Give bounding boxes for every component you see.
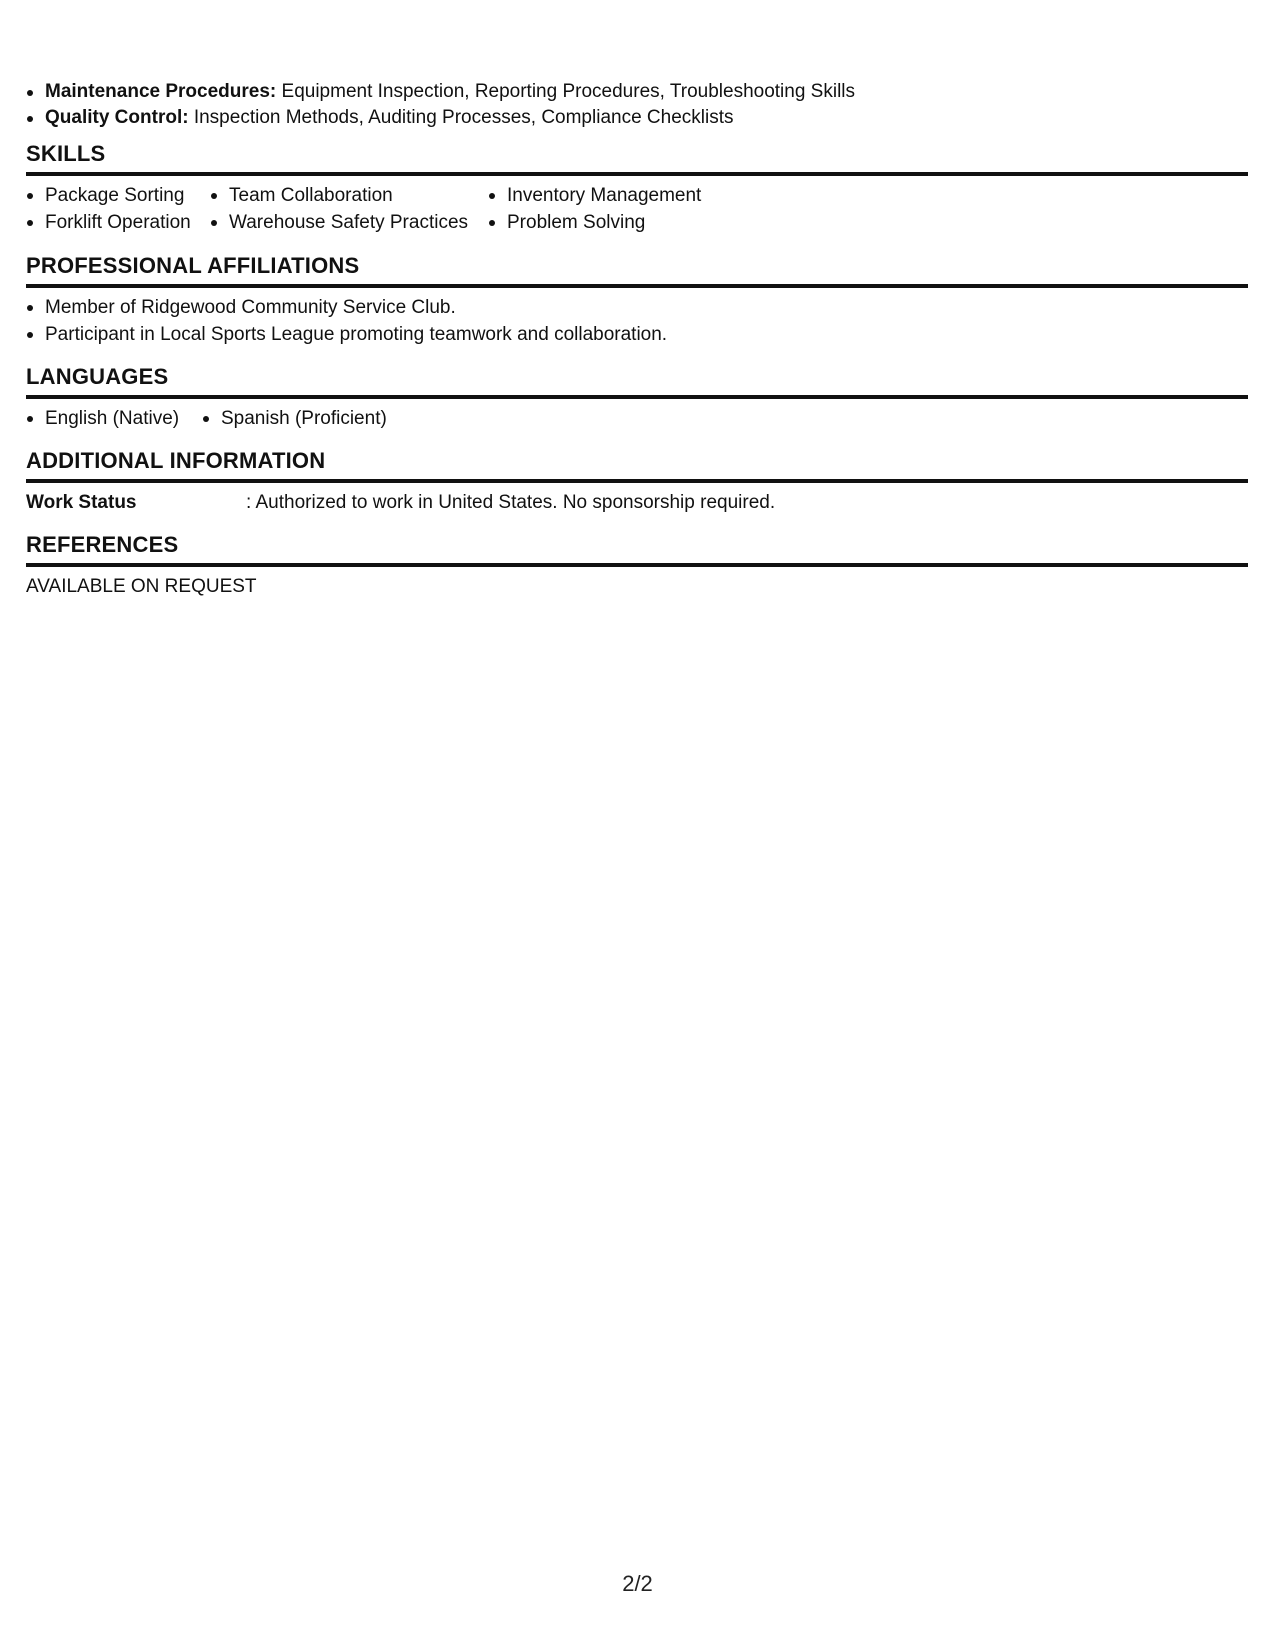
references-section xyxy=(26,532,1248,600)
section-title: PROFESSIONAL AFFILIATIONS xyxy=(26,253,1248,288)
work-status-value: : Authorized to work in United States. No sponsorship required. xyxy=(246,492,776,513)
work-status-row xyxy=(26,489,1248,516)
additional-information-section xyxy=(26,448,1248,516)
section-title: REFERENCES xyxy=(26,532,1248,567)
skills-column xyxy=(210,182,488,236)
affiliations-list xyxy=(26,294,1248,348)
list-item: Warehouse Safety Practices xyxy=(210,209,488,236)
item-label: Maintenance Procedures: xyxy=(45,81,277,102)
skills-columns xyxy=(26,182,1248,236)
list-item xyxy=(26,105,855,131)
list-item: Package Sorting xyxy=(26,182,210,209)
work-status-label: Work Status xyxy=(26,492,137,513)
item-label: Quality Control: xyxy=(45,107,189,128)
list-item: Team Collaboration xyxy=(210,182,488,209)
skills-column xyxy=(488,182,748,236)
skills-section xyxy=(26,141,1248,236)
affiliations-section xyxy=(26,253,1248,348)
list-item: Participant in Local Sports League promoting teamwork and collaboration. xyxy=(26,321,1248,348)
item-text: Equipment Inspection, Reporting Procedures, Troubleshooting Skills xyxy=(276,81,856,102)
skills-column xyxy=(26,182,210,236)
list-item: Inventory Management xyxy=(488,182,748,209)
languages-column xyxy=(202,405,462,432)
languages-column xyxy=(26,405,202,432)
references-text: AVAILABLE ON REQUEST xyxy=(26,576,257,597)
section-title: LANGUAGES xyxy=(26,364,1248,399)
section-title: ADDITIONAL INFORMATION xyxy=(26,448,1248,483)
technical-skills-list xyxy=(26,79,855,131)
languages-columns xyxy=(26,405,1248,432)
page-number: 2/2 xyxy=(622,1571,653,1596)
list-item: English (Native) xyxy=(26,405,202,432)
item-text: Inspection Methods, Auditing Processes, Compliance Checklists xyxy=(188,107,734,128)
list-item: Member of Ridgewood Community Service Club. xyxy=(26,294,1248,321)
list-item: Forklift Operation xyxy=(26,209,210,236)
section-title: SKILLS xyxy=(26,141,1248,176)
list-item: Spanish (Proficient) xyxy=(202,405,462,432)
languages-section xyxy=(26,364,1248,432)
list-item xyxy=(26,79,855,105)
list-item: Problem Solving xyxy=(488,209,748,236)
